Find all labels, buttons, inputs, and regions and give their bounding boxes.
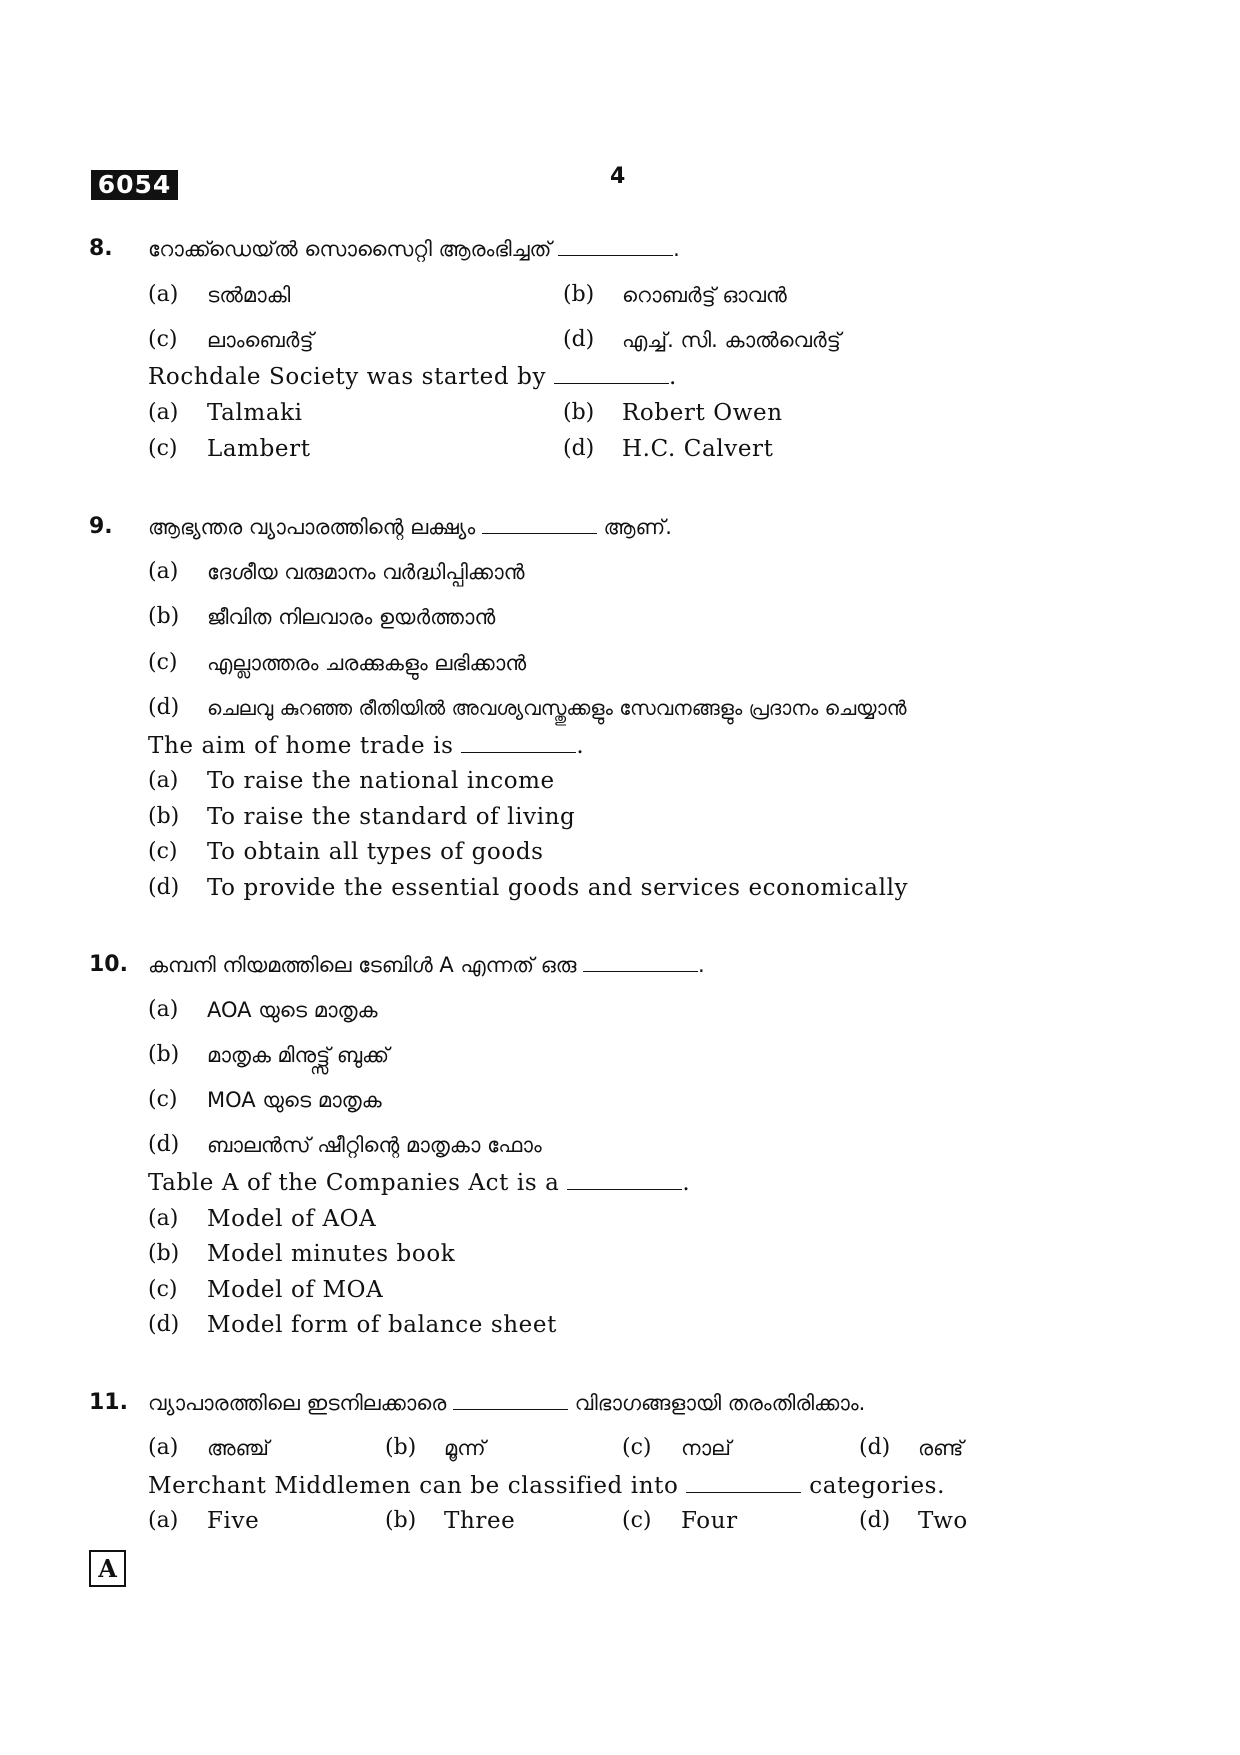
option-ml: ചെലവു കുറഞ്ഞ രീതിയിൽ അവശ്യവസ്തുക്കളും സേവനങ്ങളും പ്രദാനം ചെയ്യാൻ [207,696,907,720]
option-en: Five [207,1508,260,1534]
option-label: (b) [148,604,180,629]
question-stem-en: The aim of home trade is . [148,733,585,759]
option-ml: മാതൃക മിനുട്ട്സ് ബുക്ക് [207,1043,390,1067]
option-ml: രണ്ട് [918,1436,964,1460]
option-label: (c) [148,839,178,864]
option-label: (b) [148,804,180,829]
option-en: Lambert [207,436,311,462]
question-stem-ml: കമ്പനി നിയമത്തിലെ ടേബിൾ A എന്നത് ഒരു . [148,953,705,977]
option-label: (d) [859,1508,891,1533]
option-label: (d) [148,1132,180,1157]
option-label: (b) [148,1042,180,1067]
option-label: (c) [622,1508,652,1533]
option-en: Robert Owen [622,400,783,426]
option-ml: റൊബർട്ട് ഓവൻ [622,283,787,307]
option-ml: എച്ച്. സി. കാൽവെർട്ട് [622,328,841,352]
option-en: To raise the national income [207,768,555,794]
option-label: (d) [563,436,595,461]
option-en: Three [444,1508,516,1534]
option-label: (c) [148,1277,178,1302]
option-label: (a) [148,997,179,1022]
option-ml: ടൽമാകി [207,283,291,307]
option-label: (d) [859,1435,891,1460]
question-number: 11. [89,1390,128,1415]
option-en: Model of MOA [207,1277,384,1303]
option-label: (a) [148,1435,179,1460]
option-en: Model form of balance sheet [207,1312,557,1338]
option-ml: ദേശീയ വരുമാനം വർദ്ധിപ്പിക്കാൻ [207,560,525,584]
option-label: (c) [148,1087,178,1112]
option-label: (c) [622,1435,652,1460]
question-number: 8. [89,236,113,261]
page-number: 4 [610,164,626,189]
question-stem-ml: റോക്ക്ഡെയ്ൽ സൊസൈറ്റി ആരംഭിച്ചത് . [148,237,680,261]
paper-code: 6054 [91,170,178,200]
option-en: H.C. Calvert [622,436,774,462]
option-label: (b) [563,400,595,425]
option-en: Four [681,1508,738,1534]
option-en: Model of AOA [207,1206,377,1232]
option-label: (a) [148,282,179,307]
option-ml: ബാലൻസ് ഷീറ്റിന്റെ മാതൃകാ ഫോം [207,1133,542,1157]
option-ml: MOA യുടെ മാതൃക [207,1088,382,1112]
question-stem-en: Rochdale Society was started by . [148,364,677,390]
option-label: (c) [148,436,178,461]
question-number: 9. [89,514,113,539]
option-label: (d) [148,875,180,900]
version-box: A [89,1550,126,1587]
question-stem-ml: ആഭ്യന്തര വ്യാപാരത്തിന്റെ ലക്ഷ്യം ആണ്. [148,515,672,539]
option-en: To provide the essential goods and services economically [207,875,909,901]
option-label: (a) [148,1508,179,1533]
option-label: (a) [148,400,179,425]
option-label: (a) [148,1206,179,1231]
option-label: (b) [563,282,595,307]
option-label: (b) [148,1241,180,1266]
option-label: (d) [563,327,595,352]
option-label: (a) [148,559,179,584]
option-en: To raise the standard of living [207,804,576,830]
question-number: 10. [89,952,128,977]
option-ml: നാല് [681,1436,731,1460]
option-label: (c) [148,650,178,675]
option-ml: അഞ്ച് [207,1436,270,1460]
question-stem-ml: വ്യാപാരത്തിലെ ഇടനിലക്കാരെ വിഭാഗങ്ങളായി തരംതിരിക്കാം. [148,1391,866,1415]
option-ml: എല്ലാത്തരം ചരക്കുകളും ലഭിക്കാൻ [207,651,527,675]
option-label: (b) [385,1508,417,1533]
option-en: Talmaki [207,400,303,426]
option-ml: AOA യുടെ മാതൃക [207,998,378,1022]
option-en: Model minutes book [207,1241,456,1267]
option-ml: ജീവിത നിലവാരം ഉയർത്താൻ [207,605,496,629]
option-ml: മൂന്ന് [444,1436,486,1460]
option-en: To obtain all types of goods [207,839,544,865]
option-label: (d) [148,1312,180,1337]
option-label: (c) [148,327,178,352]
option-label: (a) [148,768,179,793]
option-label: (b) [385,1435,417,1460]
option-en: Two [918,1508,968,1534]
option-ml: ലാംബെർട്ട് [207,328,314,352]
question-stem-en: Table A of the Companies Act is a . [148,1170,691,1196]
question-stem-en: Merchant Middlemen can be classified into categories. [148,1473,945,1499]
option-label: (d) [148,695,180,720]
